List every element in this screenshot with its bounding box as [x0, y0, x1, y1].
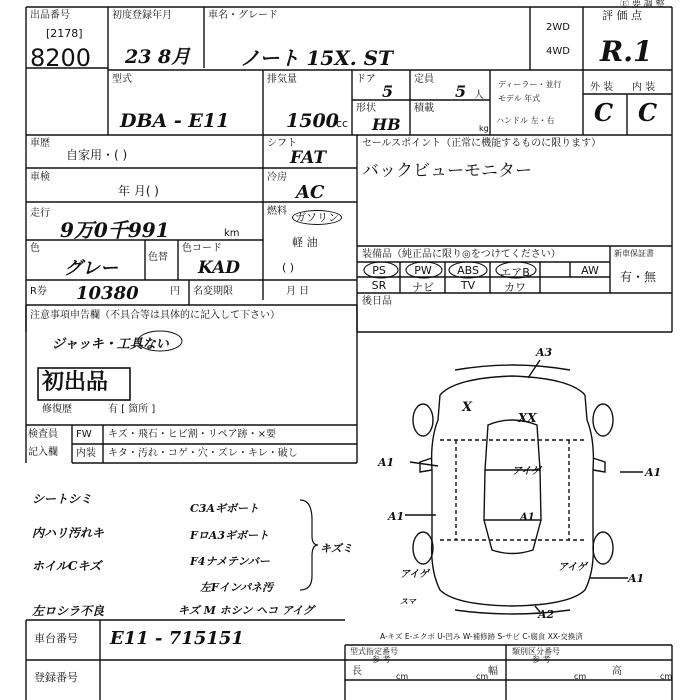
load-unit: kg — [479, 124, 489, 133]
adjust-note: Ⓔ 要 調 整 — [620, 0, 665, 10]
notes-handwritten: ジャッキ・工具ない — [52, 337, 169, 352]
type-label: 型式 — [112, 74, 132, 85]
color-code-value: KAD — [198, 258, 241, 278]
diagram-legend: A-キズ E-エクボ U-凹み W-補修跡 S-サビ C-腐食 XX-交換済 — [380, 632, 583, 641]
recycle-label: R券 — [30, 286, 47, 297]
color-change-label: 色替 — [148, 252, 168, 263]
doors-value: 5 — [382, 82, 394, 101]
mileage-value: 9万0千991 — [60, 218, 170, 242]
remark-right-2: FロA3ギボート — [190, 529, 269, 542]
remark-right-5: キズ M ホシン ヘコ アイグ — [178, 604, 314, 617]
width-label: 幅 — [488, 666, 498, 677]
remark-right-4: 左Fインパネ汚 — [200, 581, 274, 594]
mark-a1-left-top: A1 — [378, 456, 395, 469]
registration-label: 登録番号 — [34, 671, 78, 684]
sales-point-label: セールスポイント（正常に機能するものに限ります） — [362, 138, 602, 149]
fuel-other: ( ) — [282, 261, 295, 274]
mark-a1-roof: A1 — [520, 512, 535, 523]
equip-leather: カワ — [504, 281, 526, 294]
length-unit: cm — [396, 672, 409, 681]
mark-a3: A3 — [536, 346, 553, 359]
interior-check-label: 内装 — [76, 448, 96, 459]
mark-a1-left: A1 — [388, 510, 405, 523]
ac-value: AC — [296, 182, 325, 203]
lot-label: 出品番号 — [30, 10, 70, 21]
model-year-label: モデル 年式 — [498, 94, 541, 103]
repair-label: 修復歴 — [42, 404, 72, 415]
displacement-label: 排気量 — [267, 74, 297, 85]
inspector-label-2: 記入欄 — [28, 447, 58, 458]
mark-a1-right: A1 — [645, 466, 662, 479]
mark-aige-rear: アイゲ — [558, 562, 587, 573]
equip-navi: ナビ — [412, 281, 434, 294]
inspection-value: 年 月( ) — [118, 184, 159, 198]
equip-pw: PW — [414, 264, 432, 277]
equipment-label: 装備品（純正品に限り◎をつけてください） — [362, 249, 561, 260]
mark-a2: A2 — [538, 608, 555, 621]
exterior-grade: C — [594, 98, 614, 127]
fw-items: キズ・飛石・ヒビ割・リペア跡・×要 — [108, 429, 276, 440]
recycle-unit: 円 — [170, 286, 180, 297]
doors-label: ドア — [356, 74, 376, 85]
capacity-value: 5 — [455, 82, 467, 101]
remark-line-3: ホイルCキズ — [32, 559, 102, 573]
shift-value: FAT — [290, 148, 326, 168]
remark-line-1: シートシミ — [32, 492, 93, 506]
mark-a1-right-bottom: A1 — [628, 572, 645, 585]
height-label: 高 — [612, 666, 622, 677]
equip-abs: ABS — [457, 264, 479, 277]
spec-box-label-1: 型式指定番号 — [350, 647, 398, 656]
load-label: 積載 — [414, 103, 434, 114]
equip-ps: PS — [372, 264, 386, 277]
displacement-value: 1500 — [286, 110, 339, 132]
first-listing: 初出品 — [42, 370, 109, 395]
lot-code: [2178] — [46, 27, 83, 40]
width-unit: cm — [476, 672, 489, 681]
remark-line-2: 内ハリ汚れキ — [32, 526, 105, 540]
equip-aw: AW — [581, 264, 599, 277]
fuel-label: 燃料 — [267, 206, 287, 217]
after-items-label: 後日品 — [362, 296, 392, 307]
dealer-label: ディーラー・並行 — [498, 80, 562, 89]
history-value: 自家用・( ) — [66, 148, 128, 162]
fuel-gasoline-circled: ガソリン — [292, 210, 342, 225]
class-box-label-1: 類別区分番号 — [512, 647, 560, 656]
remark-right-3: F4ナメテンバー — [190, 555, 270, 568]
ac-label: 冷房 — [267, 172, 287, 183]
chassis-value: E11 - 715151 — [110, 628, 244, 649]
mileage-unit: km — [224, 228, 240, 239]
sales-point-value: バックビューモニター — [362, 161, 532, 181]
equip-tv: TV — [460, 279, 476, 292]
mileage-label: 走行 — [30, 208, 50, 219]
chassis-label: 車台番号 — [34, 632, 78, 645]
height-unit: cm — [574, 672, 587, 681]
class-box-label-2: 参 考 — [532, 655, 551, 664]
remark-right-1: C3Aギボート — [190, 502, 259, 515]
model-label: 車名・グレード — [208, 10, 278, 21]
mark-aige-roof: アイゲ — [512, 466, 541, 477]
color-code-label: 色コード — [182, 243, 222, 254]
type-value: DBA - E11 — [120, 110, 230, 132]
equip-airbag: エアB — [500, 266, 530, 279]
remark-bracket-note: キズミ — [320, 542, 353, 555]
notes-label: 注意事項申告欄（不具合等は具体的に記入して下さい） — [30, 310, 280, 321]
handle-label: ハンドル 左・右 — [496, 116, 555, 125]
length-label: 長 — [352, 666, 362, 677]
first-registration-label: 初度登録年月 — [112, 10, 172, 21]
model-value: ノート 15X. ST — [240, 46, 393, 70]
inspector-label-1: 検査員 — [28, 429, 58, 440]
equip-sr: SR — [371, 279, 387, 292]
repair-value: 有 [ 箇所 ] — [108, 404, 156, 415]
remark-line-4: 左ロシラ不良 — [32, 604, 105, 618]
name-change-label: 名変期限 — [193, 286, 233, 297]
mark-aige-left: アイゲ — [400, 569, 429, 580]
inspection-label: 車検 — [30, 172, 50, 183]
history-label: 車歴 — [30, 138, 50, 149]
interior-check-items: キタ・汚れ・コゲ・穴・ズレ・キレ・破し — [108, 448, 298, 459]
capacity-label: 定員 — [414, 74, 434, 85]
eval-score: R.1 — [600, 35, 653, 68]
capacity-unit: 人 — [474, 90, 484, 101]
drive-4wd: 4WD — [546, 46, 570, 57]
exterior-label: 外 装 — [590, 82, 614, 93]
warranty-value: 有・無 — [620, 270, 657, 284]
mark-xx: XX — [518, 411, 537, 425]
color-label: 色 — [30, 243, 40, 254]
drive-2wd: 2WD — [546, 22, 570, 33]
fw-label: FW — [76, 429, 92, 440]
displacement-unit: cc — [336, 117, 349, 130]
shift-label: シフト — [267, 138, 297, 149]
warranty-label: 新車保証書 — [614, 249, 654, 258]
first-registration-value: 23 8月 — [125, 46, 191, 68]
shape-value: HB — [372, 115, 401, 134]
color-value: グレー — [64, 258, 118, 279]
lot-number: 8200 — [30, 44, 92, 72]
height-unit-end: cm — [660, 672, 673, 681]
interior-grade: C — [638, 98, 658, 127]
spec-box-label-2: 参 考 — [372, 655, 391, 664]
fuel-diesel: 軽 油 — [292, 236, 318, 249]
eval-label: 評 価 点 — [602, 9, 642, 22]
shape-label: 形状 — [356, 103, 376, 114]
recycle-value: 10380 — [76, 283, 139, 304]
name-change-value: 月 日 — [286, 286, 310, 297]
mark-sma: スマ — [400, 596, 416, 606]
interior-label: 内 装 — [632, 82, 656, 93]
mark-x: X — [462, 400, 473, 415]
